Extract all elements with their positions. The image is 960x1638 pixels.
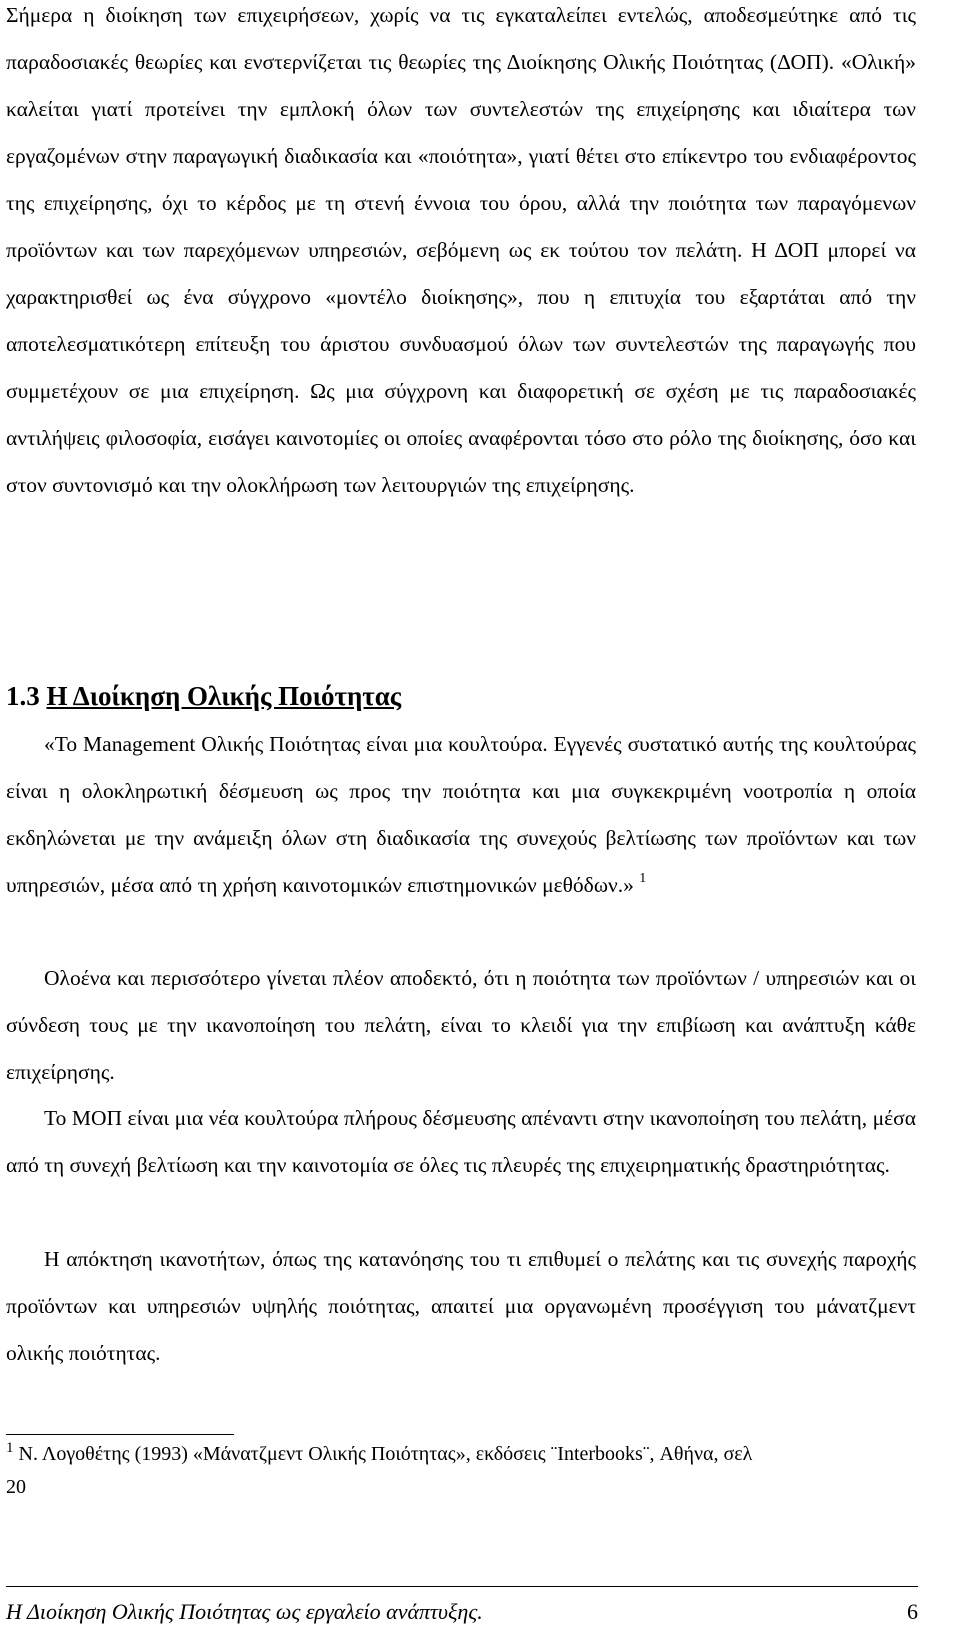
footnote-text: Ν. Λογοθέτης (1993) «Μάνατζμεντ Ολικής Ποιότητας», εκδόσεις ¨Interbooks¨, Αθήνα, σελ [18, 1443, 753, 1465]
footnote-marker: 1 [6, 1440, 14, 1456]
paragraph-quote [6, 721, 916, 909]
section-number: 1.3 [6, 681, 40, 711]
footnote-separator [6, 1434, 234, 1435]
section-heading [6, 676, 401, 716]
section-title: Η Διοίκηση Ολικής Ποιότητας [46, 681, 402, 711]
paragraph-intro: Σήμερα η διοίκηση των επιχειρήσεων, χωρίς να τις εγκαταλείπει εντελώς, αποδεσμεύτηκε από τις παραδοσιακές θεωρίες και ενστερνίζεται τις θεωρίες της Διοίκησης Ολικής Ποιότητας (ΔΟΠ). «Ολική» καλείται γιατί προτείνει την εμπλοκή όλων των συντελεστών της επιχείρησης και ιδιαίτερα των εργαζομένων στην παραγωγική διαδικασία και «ποιότητα», γιατί θέτει στο επίκεντρο του ενδιαφέροντος της επιχείρησης, όχι το κέρδος με τη στενή έννοια του όρου, αλλά την ποιότητα των παραγόμενων προϊόντων και των παρεχόμενων υπηρεσιών, σεβόμενη ως εκ τούτου τον πελάτη. Η ΔΟΠ μπορεί να χαρακτηρισθεί ως ένα σύγχρονο «μοντέλο διοίκησης», που η επιτυχία του εξαρτάται από την αποτελεσματικότερη επίτευξη του άριστου συνδυασμού όλων των συντελεστών της παραγωγής που συμμετέχουν σε μια επιχείρηση. Ως μια σύγχρονη και διαφορετική σε σχέση με τις παραδοσιακές αντιλήψεις φιλοσοφία, εισάγει καινοτομίες οι οποίες αναφέρονται τόσο στο ρόλο της διοίκησης, όσο και στον συντονισμό και την ολοκλήρωση των λειτουργιών της επιχείρησης. [6, 3, 916, 497]
footer-separator [6, 1586, 918, 1587]
paragraph-quote-text: «Το Management Ολικής Ποιότητας είναι μια κουλτούρα. Εγγενές συστατικό αυτής της κουλτούρας είναι η ολοκληρωτική δέσμευση ως προς την ποιότητα και μια συγκεκριμένη νοοτροπία η οποία εκδηλώνεται με την ανάμειξη όλων στη διαδικασία της συνεχούς βελτίωσης των προϊόντων και των υπηρεσιών, μέσα από τη χρήση καινοτομικών επιστημονικών μεθόδων.» [6, 732, 916, 897]
running-footer-title: Η Διοίκηση Ολικής Ποιότητας ως εργαλείο ανάπτυξης. [6, 1599, 483, 1624]
footnote [6, 1438, 926, 1504]
page-number: 6 [907, 1599, 918, 1624]
paragraph-acceptance: Ολοένα και περισσότερο γίνεται πλέον αποδεκτό, ότι η ποιότητα των προϊόντων / υπηρεσιών και οι σύνδεση τους με την ικανοποίηση του πελάτη, είναι το κλειδί για την επιβίωση και ανάπτυξη κάθε επιχείρησης. [6, 966, 916, 1084]
paragraph-capabilities: Η απόκτηση ικανοτήτων, όπως της κατανόησης του τι επιθυμεί ο πελάτης και τις συνεχής παροχής προϊόντων και υπηρεσιών υψηλής ποιότητας, απαιτεί μια οργανωμένη προσέγγιση του μάνατζμεντ ολικής ποιότητας. [6, 1247, 916, 1365]
footnote-reference: 1 [639, 871, 647, 886]
paragraph-mop: Το ΜΟΠ είναι μια νέα κουλτούρα πλήρους δέσμευσης απέναντι στην ικανοποίηση του πελάτη, μέσα από τη συνεχή βελτίωση και την καινοτομία σε όλες τις πλευρές της επιχειρηματικής δραστηριότητας. [6, 1106, 916, 1177]
footnote-text-continued: 20 [6, 1476, 26, 1498]
